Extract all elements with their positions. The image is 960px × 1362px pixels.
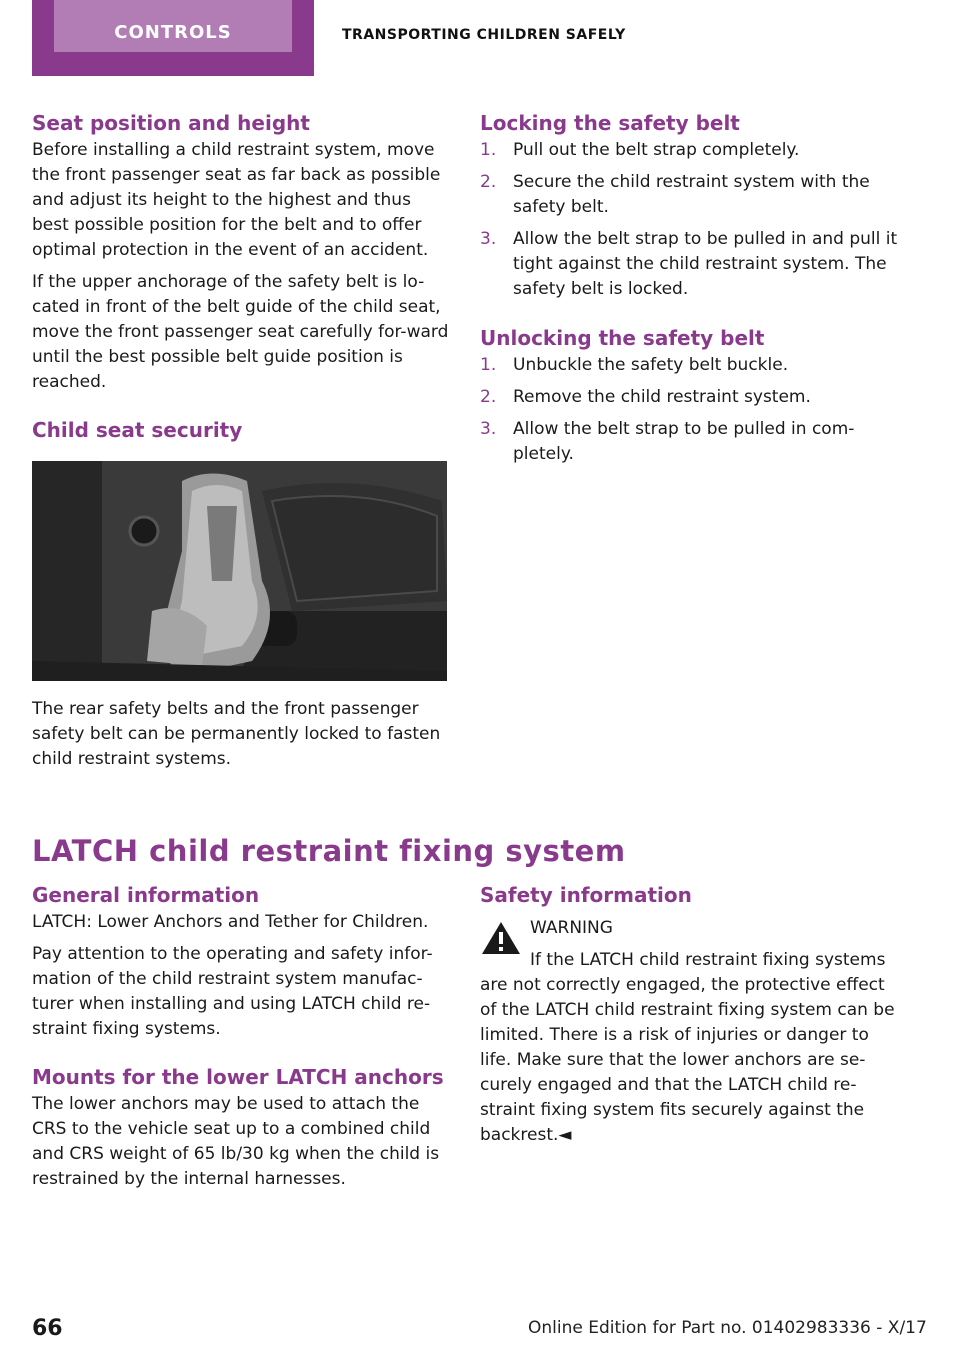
list-item: 2. Remove the child restraint system. <box>480 387 811 407</box>
paragraph: LATCH: Lower Anchors and Tether for Children. <box>32 912 429 932</box>
list-item: 3. Allow the belt strap to be pulled in com-pletely. <box>480 419 855 464</box>
list-item: 3. Allow the belt strap to be pulled in and pull it tight against the child restraint system. The safety belt is locked. <box>480 229 898 299</box>
locking-steps <box>480 138 898 302</box>
paragraph: If the upper anchorage of the safety belt is lo-cated in front of the belt guide of the child seat, move the front passenger seat carefully for-ward until the best possible belt guide position is reached. <box>32 272 449 392</box>
section-tab-label: CONTROLS <box>114 22 232 43</box>
heading-general-information: General information <box>32 883 260 907</box>
warning-text: If the LATCH child restraint fixing systems are not correctly engaged, the protective effect of the LATCH child restraint fixing system can be limited. There is a risk of injuries or danger to life. Make sure that the lower anchors are se-curely engaged and that the LATCH child re-straint fixing system fits securely against the backrest.◄ <box>480 950 895 1145</box>
heading-mounts: Mounts for the lower LATCH anchors <box>32 1065 444 1089</box>
list-item: 2. Secure the child restraint system with the safety belt. <box>480 172 870 217</box>
running-header: TRANSPORTING CHILDREN SAFELY <box>342 27 626 43</box>
unlocking-steps <box>480 353 898 467</box>
warning-label: WARNING <box>530 918 613 938</box>
list-item: 1. Pull out the belt strap completely. <box>480 140 800 160</box>
paragraph: The lower anchors may be used to attach the CRS to the vehicle seat up to a combined child and CRS weight of 65 lb/30 kg when the child is restrained by the internal harnesses. <box>32 1094 440 1189</box>
list-item: 1. Unbuckle the safety belt buckle. <box>480 355 789 375</box>
left-column <box>32 108 450 772</box>
page-number: 66 <box>32 1316 63 1341</box>
latch-right-column <box>480 880 898 1148</box>
section-tab <box>32 0 314 76</box>
section-title-latch: LATCH child restraint fixing system <box>32 834 626 868</box>
heading-seat-position: Seat position and height <box>32 111 310 135</box>
section-tab-label-box <box>54 0 292 52</box>
heading-safety-information: Safety information <box>480 883 692 907</box>
warning-block <box>480 916 898 941</box>
warning-icon <box>480 920 522 956</box>
paragraph: Before installing a child restraint system, move the front passenger seat as far back as possible and adjust its height to the highest and thus best possible position for the belt and to offer optimal protection in the event of an accident. <box>32 140 441 260</box>
heading-child-seat-security: Child seat security <box>32 418 243 442</box>
latch-left-column <box>32 880 450 1192</box>
paragraph: Pay attention to the operating and safety infor-mation of the child restraint system manufac-turer when installing and using LATCH child re-straint fixing systems. <box>32 944 433 1039</box>
edition-footer: Online Edition for Part no. 01402983336 - X/17 <box>528 1318 927 1338</box>
photo-caption: The rear safety belts and the front passenger safety belt can be permanently locked to fasten child restraint systems. <box>32 699 441 769</box>
heading-locking: Locking the safety belt <box>480 111 740 135</box>
child-seat-photo <box>32 461 447 681</box>
right-column <box>480 108 898 474</box>
heading-unlocking: Unlocking the safety belt <box>480 326 765 350</box>
